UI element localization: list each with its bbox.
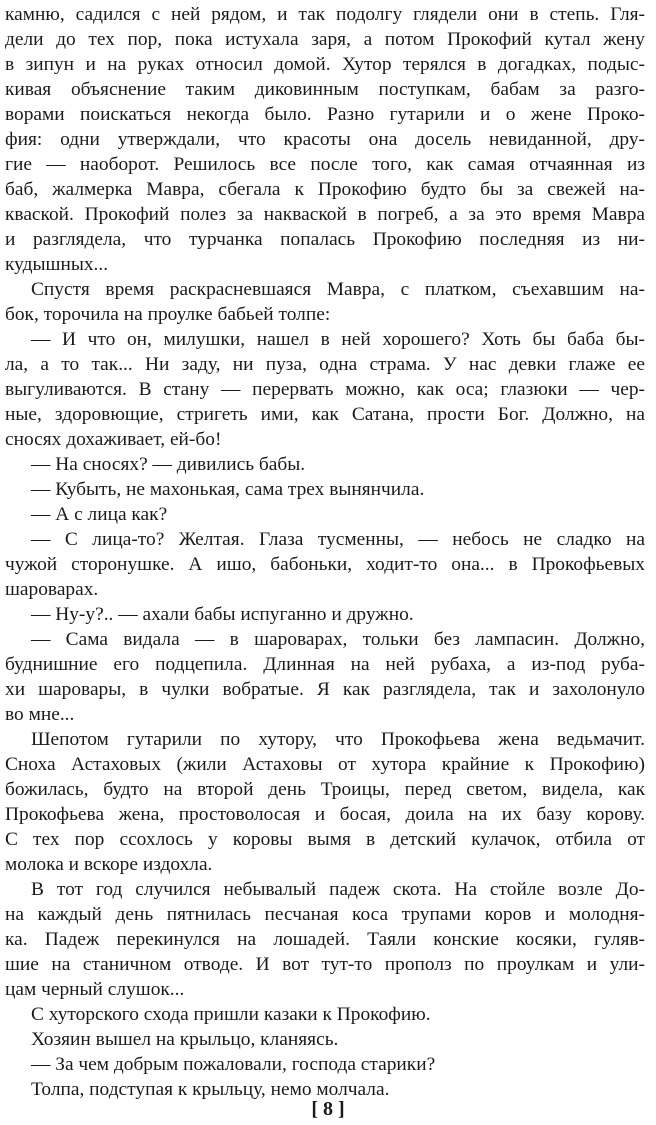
- text-line: Сноха Астаховых (жили Астаховы от хутора крайние к Прокофию): [5, 754, 645, 775]
- text-line: — За чем добрым пожаловали, господа старики?: [31, 1054, 436, 1075]
- text-line: ворами поискаться некогда было. Разно гутарили и о жене Проко-: [5, 104, 645, 125]
- text-line: Спустя время раскрасневшаяся Мавра, с платком, съехавшим на-: [31, 279, 645, 300]
- text-line: во мне...: [5, 704, 75, 725]
- text-line: на каждый день пятнилась песчаная коса трупами коров и молодня-: [5, 904, 645, 925]
- text-line: божилась, будто на второй день Троицы, перед светом, видела, как: [5, 779, 645, 800]
- text-line: Прокофьева жена, простоволосая и босая, доила на их базу корову.: [5, 804, 645, 825]
- text-line: кивая объяснение таким диковинным поступкам, бабам за разго-: [5, 79, 645, 100]
- text-line: шие на станичном отводе. И вот тут-то прополз по проулкам и ули-: [5, 954, 645, 975]
- text-line: — И что он, милушки, нашел в ней хорошего? Хоть бы баба бы-: [31, 329, 645, 350]
- page-text: [5, 2, 645, 1102]
- text-line: — Ну-у?.. — ахали бабы испуганно и дружно.: [31, 604, 414, 625]
- text-line: бок, торочила на проулке бабьей толпе:: [5, 304, 331, 325]
- text-line: шароварах.: [5, 579, 99, 600]
- text-line: сносях дохаживает, ей-бо!: [5, 429, 222, 450]
- text-line: в зипун и на руках относил домой. Хутор терялся в догадках, подыс-: [5, 54, 645, 75]
- text-line: — А с лица как?: [31, 504, 168, 525]
- text-line: — Сама видала — в шароварах, тольки без лампасин. Должно,: [31, 629, 645, 650]
- text-line: Хозяин вышел на крыльцо, кланяясь.: [31, 1029, 339, 1050]
- text-line: камню, садился с ней рядом, и так подолгу глядели они в степь. Гля-: [5, 4, 645, 25]
- page-number: [ 8 ]: [311, 1098, 345, 1120]
- text-line: и разглядела, что турчанка попалась Прокофию последняя из ни-: [5, 229, 645, 250]
- text-line: ка. Падеж перекинулся на лошадей. Таяли конские косяки, гуляв-: [5, 929, 645, 950]
- text-line: дели до тех пор, пока истухала заря, а потом Прокофий кутал жену: [5, 29, 645, 50]
- text-line: — С лица-то? Желтая. Глаза тусменны, — небось не сладко на: [31, 529, 645, 550]
- text-line: С хуторского схода пришли казаки к Прокофию.: [31, 1004, 431, 1025]
- text-line: С тех пор ссохлось у коровы вымя в детский кулачок, отбила от: [5, 829, 645, 850]
- text-line: кудышных...: [5, 254, 109, 275]
- text-line: — На сносях? — дивились бабы.: [31, 454, 306, 475]
- text-line: цам черный слушок...: [5, 979, 185, 1000]
- text-line: Шепотом гутарили по хутору, что Прокофьева жена ведьмачит.: [31, 729, 645, 750]
- text-line: выгуливаются. В стану — перервать можно, как оса; глазюки — чер-: [5, 379, 645, 400]
- text-line: ла, а то так... Ни заду, ни пуза, одна страма. У нас девки глаже ее: [5, 354, 645, 375]
- text-line: гие — наоборот. Решилось все после того, как самая отчаянная из: [5, 154, 645, 175]
- text-line: баб, жалмерка Мавра, сбегала к Прокофию будто бы за свежей на-: [5, 179, 645, 200]
- text-line: кваской. Прокофий полез за накваской в погреб, а за это время Мавра: [5, 204, 645, 225]
- text-line: молока и вскоре издохла.: [5, 854, 213, 875]
- text-line: В тот год случился небывалый падеж скота. На стойле возле До-: [31, 879, 645, 900]
- text-line: Толпа, подступая к крыльцу, немо молчала.: [31, 1079, 390, 1100]
- text-line: фия: одни утверждали, что красоты она досель невиданной, дру-: [5, 129, 645, 150]
- text-line: — Кубыть, не махонькая, сама трех вынянчила.: [31, 479, 425, 500]
- text-line: ные, здоровющие, стригеть ими, как Сатана, прости Бог. Должно, на: [5, 404, 645, 425]
- text-line: чужой сторонушке. А ишо, бабоньки, ходит-то она... в Прокофьевых: [5, 554, 645, 575]
- text-line: буднишние его подцепила. Длинная на ней рубаха, а из-под руба-: [5, 654, 645, 675]
- text-line: хи шаровары, в чулки вобратые. Я как разглядела, так и захолонуло: [5, 679, 645, 700]
